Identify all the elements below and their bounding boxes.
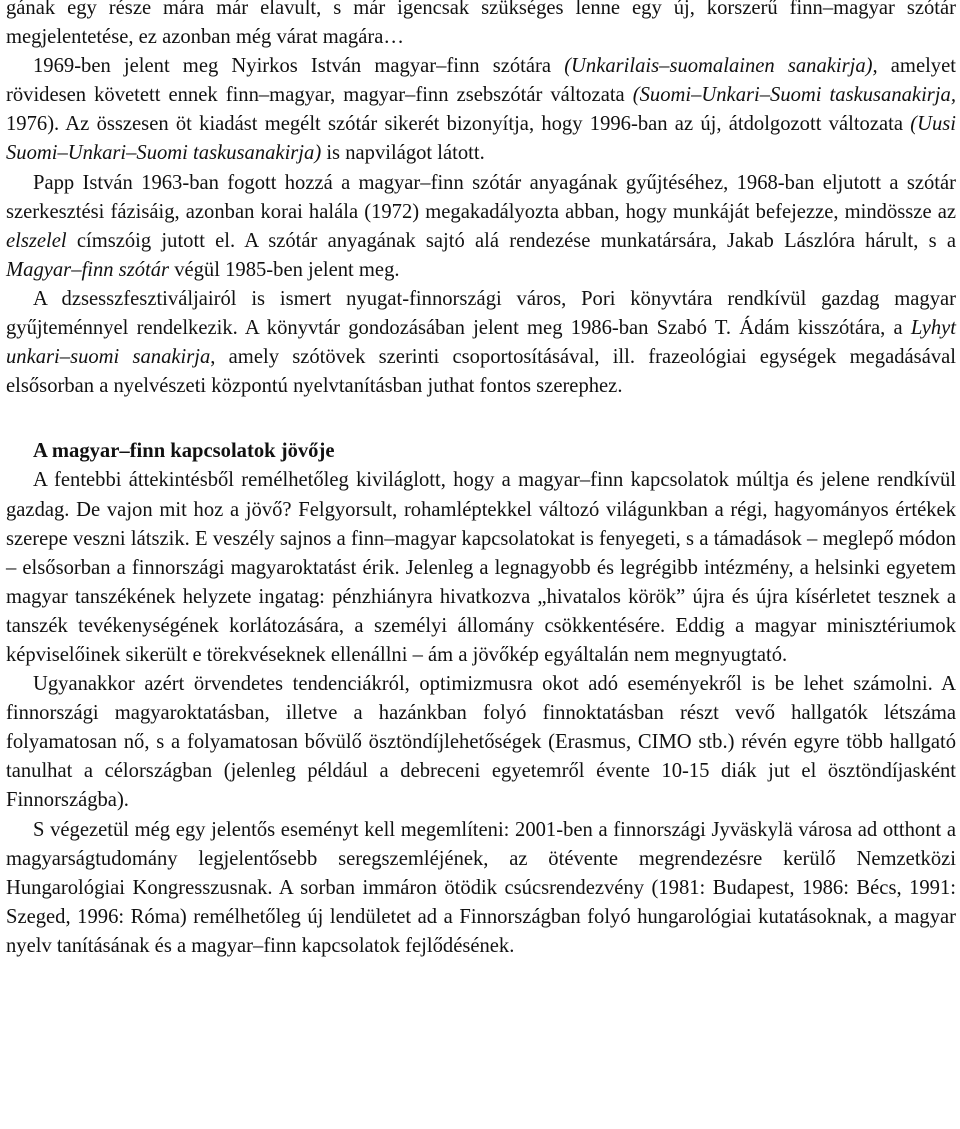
text-run: is napvilágot látott.	[321, 142, 485, 165]
paragraph-papp	[6, 169, 956, 285]
paragraph-tendencies: Ugyanakkor azért örvendetes tendenciákról, optimizmusra okot adó eseményekről is be lehet számolni. A finnországi magyaroktatásban, illetve a hazánkban folyó finnoktatásban részt vevő hallgatók létszáma folyamatosan nő, s a folyamatosan bővülő ösztöndíjlehetőségek (Erasmus, CIMO stb.) révén egyre több hallgató tanulhat a célországban (jelenleg például a debreceni egyetemről évente 10-15 diák jut el ösztöndíjasként Finnországba).	[6, 673, 956, 812]
text-run: 1969-ben jelent meg Nyirkos István magyar–finn szótára	[33, 55, 565, 78]
headword: elszelel	[6, 229, 67, 252]
text-run: 1976). Az összesen öt kiadást megélt szótár sikerét bizonyítja, hogy 1996-ban az új, átdolgozott változata	[6, 113, 911, 136]
dictionary-title: Lyhyt unkari–suomi sanakirja	[6, 317, 956, 369]
paragraph-pori	[6, 285, 956, 401]
dictionary-title: Magyar–finn szótár	[6, 258, 170, 281]
text-run: A dzsesszfesztiváljairól is ismert nyugat-finnországi város, Pori könyvtára rendkívül gazdag magyar gyűjteménnyel rendelkezik. A könyvtár gondozásában jelent meg 1986-ban Szabó T. Ádám kisszótára, a	[6, 287, 956, 340]
dictionary-title: (Unkarilais–suomalainen sanakirja),	[564, 55, 878, 78]
text-run: , amely szótövek szerinti csoportosításával, ill. frazeológiai egységek megadásával elsősorban a nyelvészeti központú nyelvtanításban juthat fontos szerephez.	[6, 346, 956, 398]
section-heading: A magyar–finn kapcsolatok jövője	[33, 440, 335, 463]
document-page	[6, 0, 956, 961]
dictionary-title: (Uusi Suomi–Unkari–Suomi taskusanakirja)	[6, 113, 956, 165]
dictionary-title: (Suomi–Unkari–Suomi taskusanakirja,	[632, 84, 956, 107]
text-run: végül 1985-ben jelent meg.	[169, 258, 400, 281]
paragraph-nyirkos	[6, 52, 956, 168]
text-run: Papp István 1963-ban fogott hozzá a magyar–finn szótár anyagának gyűjtéséhez, 1968-ban eljutott a szótár szerkesztési fázisáig, azonban korai halála (1972) megakadályozta abban, hogy munkáját befejezze, mindössze az	[6, 171, 956, 223]
paragraph-future: A fentebbi áttekintésből remélhetőleg kiviláglott, hogy a magyar–finn kapcsolatok múltja és jelene rendkívül gazdag. De vajon mit hoz a jövő? Felgyorsult, rohamléptekkel változó világunkban a régi, hagyományos értékek szerepe veszni látszik. E veszély sajnos a finn–magyar kapcsolatokat is fenyegeti, s a támadások – meglepő módon – elsősorban a finnországi magyaroktatást érik. Jelenleg a legnagyobb és legrégibb intézmény, a helsinki egyetem magyar tanszékének helyzete ingatag: pénzhiányra hivatkozva „hivatalos körök” újra és újra kísérletet tesznek a tanszék tevékenységének korlátozására, a személyi állomány csökkentésére. Eddig a magyar minisztériumok képviselőinek sikerült e törekvéseknek ellenállni – ám a jövőkép egyáltalán nem megnyugtató.	[6, 469, 956, 666]
text-run: címszóig jutott el. A szótár anyagának sajtó alá rendezése munkatársára, Jakab Lászlóra hárult, s a	[66, 229, 956, 252]
paragraph-text: gának egy része mára már elavult, s már igencsak szükséges lenne egy új, korszerű finn–magyar szótár megjelentetése, ez azonban még várat magára…	[6, 0, 956, 49]
paragraph-congress: S végezetül még egy jelentős eseményt kell megemlíteni: 2001-ben a finnországi Jyväskylä városa ad otthont a magyarságtudomány legjelentősebb seregszemléjének, az ötévente megrendezésre kerülő Nemzetközi Hungarológiai Kongresszusnak. A sorban immáron ötödik csúcsrendezvény (1981: Budapest, 1986: Bécs, 1991: Szeged, 1996: Róma) remélhetőleg új lendületet ad a Finnországban folyó hungarológiai kutatásoknak, a magyar nyelv tanításának és a magyar–finn kapcsolatok fejlődésének.	[6, 818, 956, 957]
paragraph-continuation	[6, 0, 956, 52]
text-run: amelyet rövidesen követett ennek finn–magyar, magyar–finn zsebszótár változata	[6, 55, 956, 107]
